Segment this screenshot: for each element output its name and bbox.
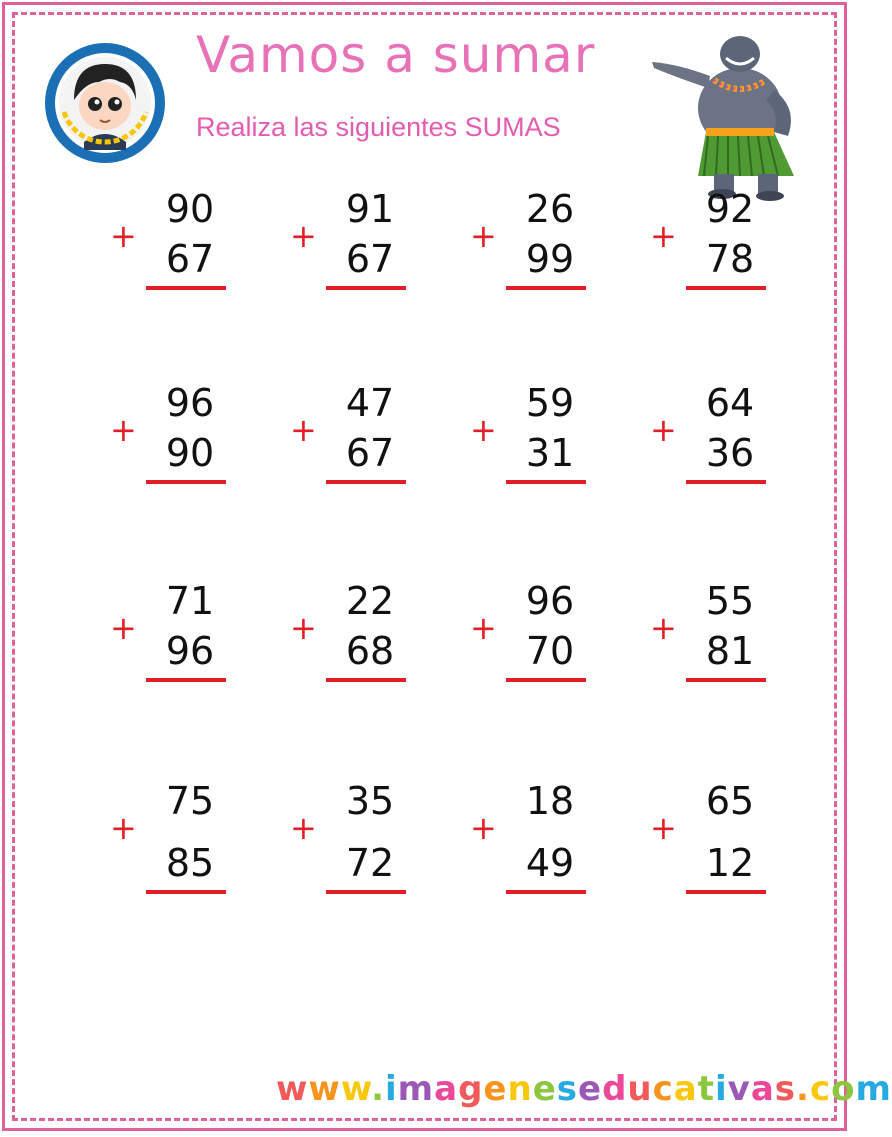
addition-problem (470, 579, 600, 692)
footer-letter: a (434, 1069, 459, 1109)
addition-problem (650, 579, 780, 692)
addition-problem (110, 579, 240, 692)
addition-problem (110, 381, 240, 494)
answer-line[interactable] (506, 286, 586, 290)
footer-letter: u (627, 1069, 653, 1109)
addend-bottom: 78 (705, 237, 755, 281)
addition-problem (650, 779, 780, 892)
plus-sign: + (110, 609, 137, 647)
footer-letter: o (831, 1069, 856, 1109)
addend-top: 96 (165, 381, 215, 425)
footer-letter: c (652, 1069, 674, 1109)
footer-letter: e (578, 1069, 603, 1109)
footer-letter: v (727, 1069, 751, 1109)
footer-letter: i (385, 1069, 398, 1109)
footer-letter: w (276, 1069, 309, 1109)
addend-bottom: 31 (525, 431, 575, 475)
footer-letter: w (340, 1069, 372, 1109)
logo-badge (44, 42, 166, 164)
addend-top: 65 (705, 779, 755, 823)
footer-letter: i (715, 1069, 728, 1109)
footer-letter: . (796, 1069, 810, 1109)
plus-sign: + (470, 809, 497, 847)
answer-line[interactable] (686, 678, 766, 682)
plus-sign: + (290, 217, 317, 255)
footer-letter: m (397, 1069, 435, 1109)
answer-line[interactable] (326, 480, 406, 484)
footer-letter: g (458, 1069, 484, 1109)
addend-bottom: 96 (165, 629, 215, 673)
answer-line[interactable] (326, 678, 406, 682)
answer-line[interactable] (146, 480, 226, 484)
addition-problem (650, 187, 780, 300)
plus-sign: + (470, 217, 497, 255)
addend-bottom: 67 (345, 431, 395, 475)
footer-letter: m (855, 1069, 892, 1109)
plus-sign: + (110, 217, 137, 255)
answer-line[interactable] (326, 286, 406, 290)
plus-sign: + (290, 609, 317, 647)
addition-problem (290, 381, 420, 494)
addition-problem (470, 779, 600, 892)
answer-line[interactable] (506, 890, 586, 894)
footer-letter: s (556, 1069, 578, 1109)
answer-line[interactable] (326, 890, 406, 894)
addend-top: 59 (525, 381, 575, 425)
addend-top: 64 (705, 381, 755, 425)
addend-top: 90 (165, 187, 215, 231)
answer-line[interactable] (506, 480, 586, 484)
plus-sign: + (470, 609, 497, 647)
addend-bottom: 99 (525, 237, 575, 281)
page-subtitle: Realiza las siguientes SUMAS (196, 112, 561, 142)
footer-letter: w (308, 1069, 341, 1109)
answer-line[interactable] (686, 286, 766, 290)
addend-bottom: 85 (165, 841, 215, 885)
addend-bottom: 49 (525, 841, 575, 885)
addend-bottom: 90 (165, 431, 215, 475)
addend-top: 96 (525, 579, 575, 623)
addend-bottom: 68 (345, 629, 395, 673)
addend-bottom: 72 (345, 841, 395, 885)
footer-website (276, 1069, 892, 1109)
footer-letter: d (602, 1069, 628, 1109)
plus-sign: + (650, 217, 677, 255)
addition-problem (470, 187, 600, 300)
footer-letter: . (371, 1069, 386, 1109)
addend-bottom: 12 (705, 841, 755, 885)
plus-sign: + (470, 411, 497, 449)
footer-letter: e (483, 1069, 508, 1109)
plus-sign: + (650, 411, 677, 449)
addend-top: 18 (525, 779, 575, 823)
addend-bottom: 67 (345, 237, 395, 281)
plus-sign: + (290, 411, 317, 449)
cartoon-character-illustration (648, 28, 806, 200)
plus-sign: + (650, 609, 677, 647)
addend-top: 47 (345, 381, 395, 425)
addition-problem (290, 579, 420, 692)
addition-problem (650, 381, 780, 494)
footer-letter: s (774, 1069, 797, 1109)
addend-top: 91 (345, 187, 395, 231)
addend-bottom: 70 (525, 629, 575, 673)
footer-letter: a (750, 1069, 775, 1109)
footer-letter: t (697, 1069, 715, 1109)
addition-problem (290, 779, 420, 892)
addend-top: 55 (705, 579, 755, 623)
footer-letter: c (809, 1069, 832, 1109)
addend-top: 92 (705, 187, 755, 231)
addition-problem (110, 187, 240, 300)
addend-bottom: 67 (165, 237, 215, 281)
answer-line[interactable] (686, 890, 766, 894)
answer-line[interactable] (506, 678, 586, 682)
plus-sign: + (110, 411, 137, 449)
addend-top: 75 (165, 779, 215, 823)
answer-line[interactable] (686, 480, 766, 484)
addition-problem (110, 779, 240, 892)
answer-line[interactable] (146, 286, 226, 290)
footer-letter: e (532, 1069, 557, 1109)
addend-top: 71 (165, 579, 215, 623)
footer-letter: n (507, 1069, 533, 1109)
page-title: Vamos a sumar (196, 26, 596, 84)
addend-bottom: 36 (705, 431, 755, 475)
addend-top: 22 (345, 579, 395, 623)
answer-line[interactable] (146, 678, 226, 682)
addition-problem (470, 381, 600, 494)
addition-problem (290, 187, 420, 300)
addend-top: 35 (345, 779, 395, 823)
footer-letter: a (673, 1069, 698, 1109)
plus-sign: + (650, 809, 677, 847)
plus-sign: + (290, 809, 317, 847)
plus-sign: + (110, 809, 137, 847)
answer-line[interactable] (146, 890, 226, 894)
addend-bottom: 81 (705, 629, 755, 673)
addend-top: 26 (525, 187, 575, 231)
